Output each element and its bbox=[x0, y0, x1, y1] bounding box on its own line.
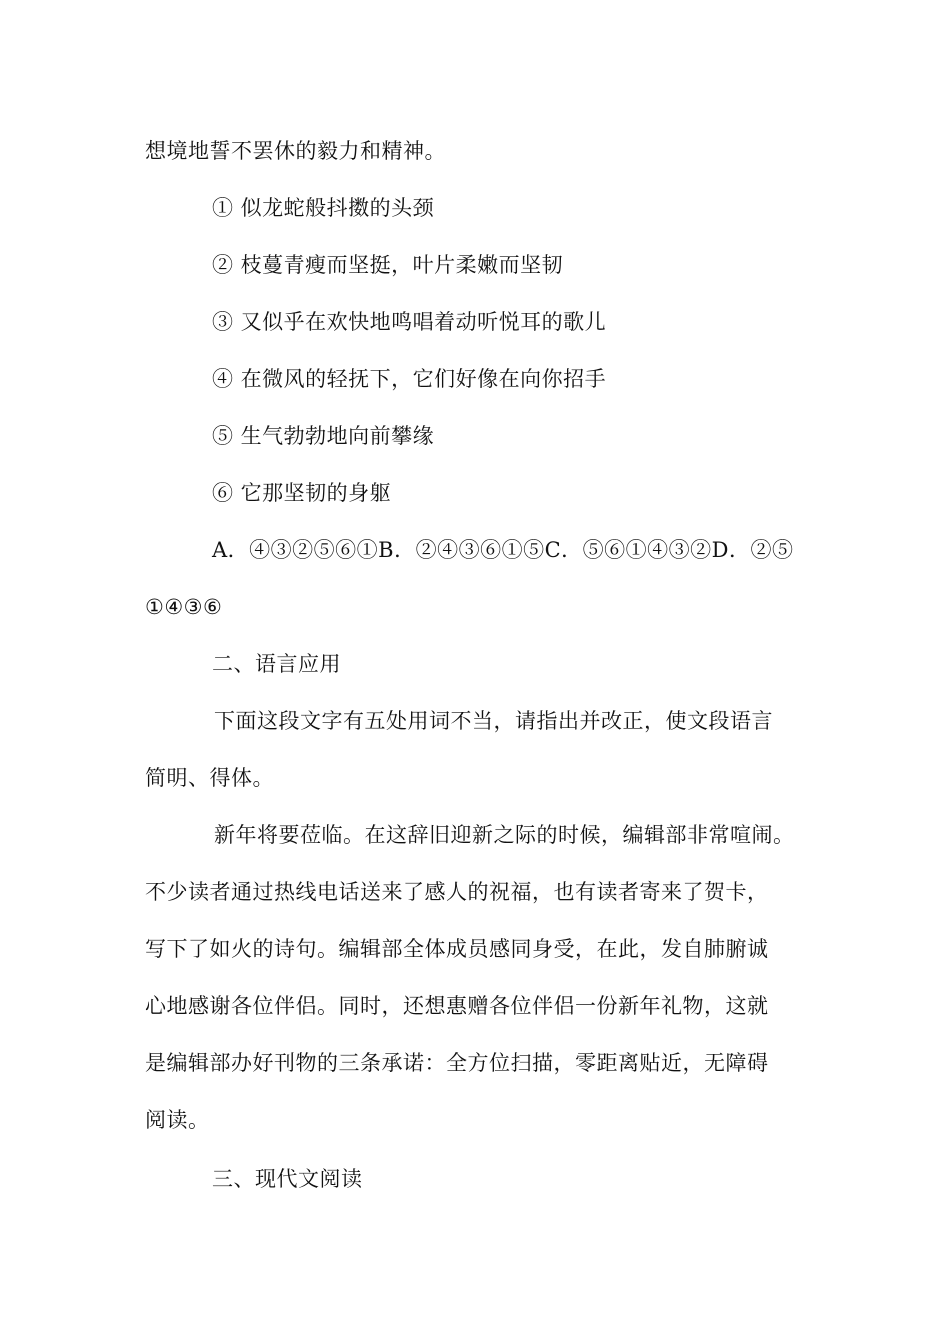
passage-line: 是编辑部办好刊物的三条承诺：全方位扫描，零距离贴近，无障碍 bbox=[145, 1051, 769, 1075]
option-item-5: ⑤ 生气勃勃地向前攀缘 bbox=[212, 424, 435, 448]
passage-line: 写下了如火的诗句。编辑部全体成员感同身受，在此，发自肺腑诚 bbox=[145, 937, 769, 961]
section-heading-language-use: 二、语言应用 bbox=[212, 652, 341, 676]
option-item-1: ① 似龙蛇般抖擞的头颈 bbox=[212, 196, 435, 220]
answer-choices: A．④③②⑤⑥①B．②④③⑥①⑤C．⑤⑥①④③②D．②⑤ bbox=[212, 538, 794, 562]
question-prompt-continued: 简明、得体。 bbox=[145, 766, 274, 790]
option-item-2: ② 枝蔓青瘦而坚挺，叶片柔嫩而坚韧 bbox=[212, 253, 564, 277]
passage-line: 心地感谢各位伴侣。同时，还想惠赠各位伴侣一份新年礼物，这就 bbox=[145, 994, 769, 1018]
section-heading-modern-reading: 三、现代文阅读 bbox=[212, 1167, 363, 1191]
answer-choices-continued: ①④③⑥ bbox=[145, 595, 223, 619]
question-prompt: 下面这段文字有五处用词不当，请指出并改正，使文段语言 bbox=[214, 709, 773, 733]
option-item-4: ④ 在微风的轻抚下，它们好像在向你招手 bbox=[212, 367, 607, 391]
text-line: 想境地誓不罢休的毅力和精神。 bbox=[145, 139, 446, 163]
passage-line: 阅读。 bbox=[145, 1108, 210, 1132]
passage-line: 新年将要莅临。在这辞旧迎新之际的时候，编辑部非常喧闹。 bbox=[214, 823, 795, 847]
passage-line: 不少读者通过热线电话送来了感人的祝福，也有读者寄来了贺卡， bbox=[145, 880, 769, 904]
option-item-3: ③ 又似乎在欢快地鸣唱着动听悦耳的歌儿 bbox=[212, 310, 607, 334]
option-item-6: ⑥ 它那坚韧的身躯 bbox=[212, 481, 392, 505]
